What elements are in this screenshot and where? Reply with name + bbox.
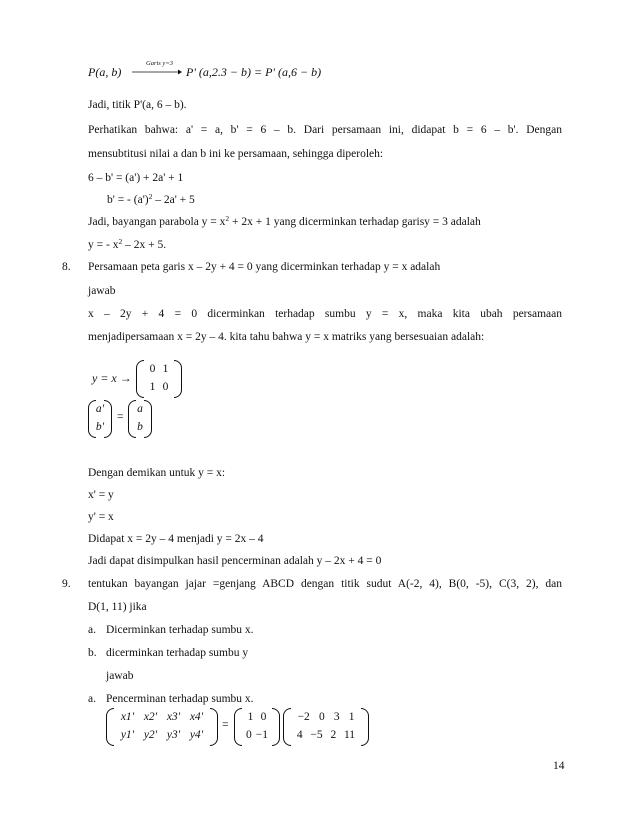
list-item: dicerminkan terhadap sumbu y	[106, 647, 249, 659]
formula-left: P(a, b)	[88, 65, 122, 79]
text-line: y' = x	[88, 511, 114, 523]
equation-line: 6 – b' = (a') + 2a' + 1	[88, 172, 184, 184]
question-text: tentukan bayangan jajar =genjang ABCD dengan titik sudut A(-2, 4), B(0, -5), C(3, 2), dan	[88, 578, 562, 590]
text-line: mensubtitusi nilai a dan b ini ke persamaan, sehingga diperoleh:	[88, 148, 384, 160]
question-number: 9.	[62, 578, 71, 590]
text-line: Dengan demikan untuk y = x:	[88, 467, 226, 479]
jawab-label: jawab	[106, 670, 134, 682]
text-line: x – 2y + 4 = 0 dicerminkan terhadap sumbu y = x, maka kita ubah persamaan	[88, 308, 562, 320]
list-item: Dicerminkan terhadap sumbu x.	[106, 624, 254, 636]
question-text: D(1, 11) jika	[88, 601, 147, 613]
text-line: x' = y	[88, 489, 114, 501]
text-line: Didapat x = 2y – 4 menjadi y = 2x – 4	[88, 533, 264, 545]
equation-line: b' = - $(a')^2 - 2a' + 5$	[107, 192, 195, 206]
vector-original: a b	[128, 400, 152, 438]
text-line: Perhatikan bahwa: a' = a, b' = 6 – b. Dari persamaan ini, didapat b = 6 – b'. Dengan	[88, 124, 562, 136]
reflection-matrix-x: 1 0 0 −1	[234, 708, 280, 746]
jawab-label: jawab	[88, 285, 116, 297]
list-label: b.	[88, 647, 97, 659]
question-text: Persamaan peta garis x – 2y + 4 = 0 yang dicerminkan terhadap y = x adalah	[88, 261, 441, 273]
page-number: 14	[553, 760, 565, 772]
image-coordinates-matrix: x1' x2' x3' x4' y1' y2' y3' y4'	[106, 708, 218, 746]
vector-prime: a' b'	[88, 400, 112, 438]
formula-right: P' (a,2.3 − b) = P' (a,6 − b)	[186, 65, 322, 79]
right-arrow-icon	[132, 60, 182, 78]
question-number: 8.	[62, 261, 71, 273]
equals-sign: =	[222, 719, 229, 731]
text-line: Jadi, bayangan parabola $y = x^2 + 2x + 1$ yang dicerminkan terhadap garisy = 3 adalah	[88, 214, 481, 228]
text-line: Jadi, titik P'(a, 6 – b).	[88, 99, 187, 111]
list-item: Pencerminan terhadap sumbu x.	[106, 693, 254, 705]
vertex-matrix: −2 0 3 1 4 −5 2 11	[283, 708, 369, 746]
reflection-matrix: 0 1 1 0	[136, 360, 182, 398]
list-label: a.	[88, 624, 96, 636]
text-line: Jadi dapat disimpulkan hasil pencerminan adalah y – 2x + 4 = 0	[88, 555, 382, 567]
arrow-label: Garis y=3	[146, 60, 173, 67]
matrix-label: y = x →	[92, 371, 132, 385]
result-line: y = - $x^2 - 2x + 5$.	[88, 237, 167, 251]
list-label: a.	[88, 693, 96, 705]
reflection-arrow	[132, 60, 182, 78]
equals-sign: =	[117, 411, 124, 423]
text-line: menjadipersamaan x = 2y – 4. kita tahu bahwa y = x matriks yang bersesuaian adalah:	[88, 331, 485, 343]
